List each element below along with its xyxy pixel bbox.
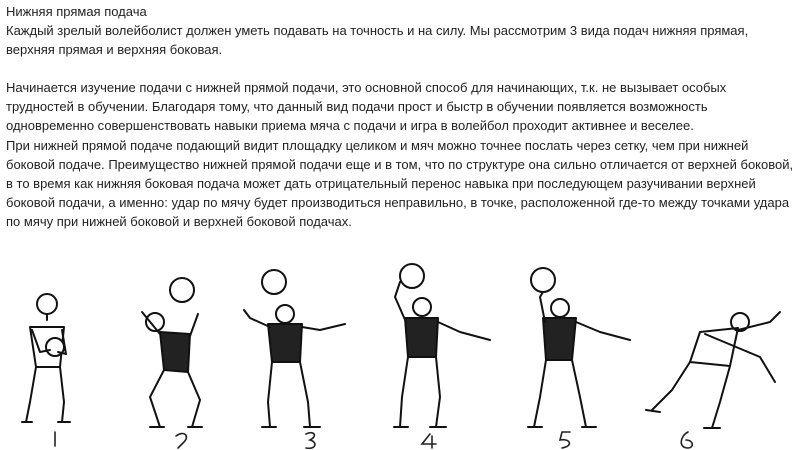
player-figure-5 [528, 268, 630, 427]
player-figure-1 [22, 294, 70, 422]
paragraph-beginning: Начинается изучение подачи с нижней прямой подачи, это основной способ для начинающих, т.к. не вызывает особых трудностей в обучении. Благодаря тому, что данный вид подачи прост и быстр в обучении появляется возможность одновременно совершенствовать навыки приема мяча с подачи и игра в волейбол проходит активнее и веселее. [6, 80, 727, 133]
slide-title: Нижняя прямая подача [6, 4, 147, 19]
player-figure-6 [646, 312, 780, 428]
figure-number-marks [55, 432, 692, 448]
paragraph-intro: Каждый зрелый волейболист должен уметь подавать на точность и на силу. Мы рассмотрим 3 вида подач нижняя прямая, верхняя прямая и верхняя боковая. [6, 23, 749, 57]
serve-phases-illustration [0, 262, 800, 450]
paragraph-advantages: При нижней прямой подаче подающий видит площадку целиком и мяч можно точнее послать через сетку, чем при нижней боковой подаче. Преимущество нижней прямой подачи еще и в том, что по структуре она сильно отличается от верхней боковой, в то время как нижняя боковая подача может дать отрицательный перенос навыка при последующем разучивании верхней боковой подачи, а именно: удар по мячу будет производиться неправильно, в точке, расположенной где-то между точками удара по мячу при нижней боковой и верхней боковой подачах. [6, 138, 794, 229]
player-figure-3 [244, 270, 345, 427]
player-figure-4 [394, 264, 490, 427]
player-figure-2 [142, 278, 202, 427]
